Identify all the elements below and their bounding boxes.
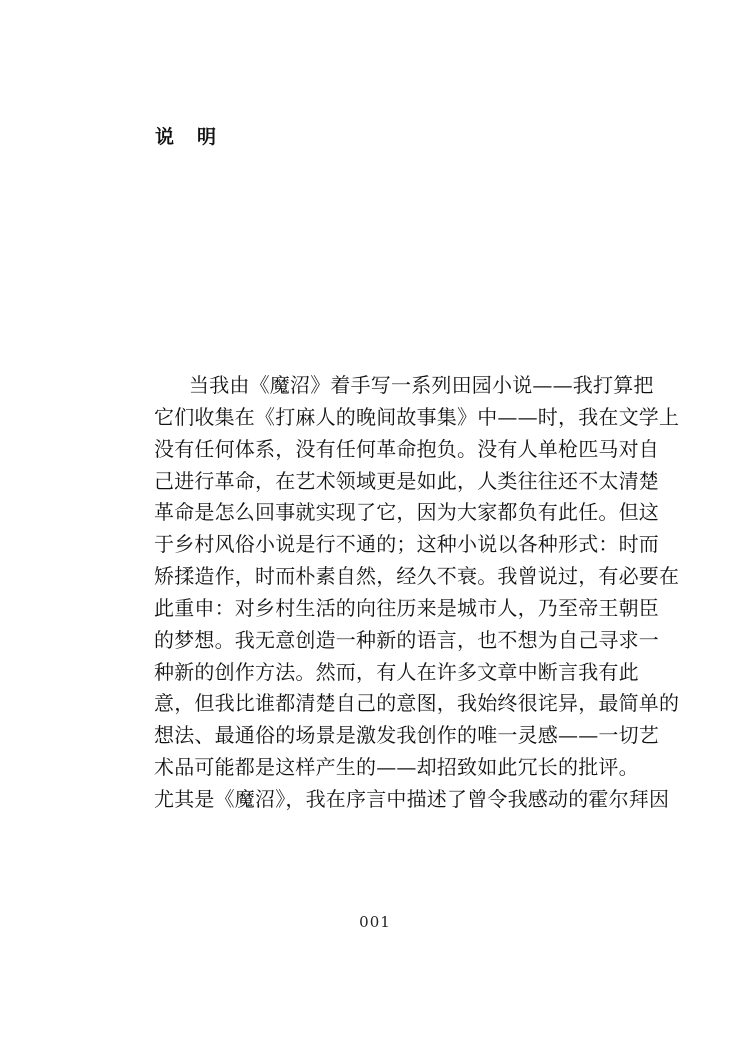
- paragraph-line: 尤其是《魔沼》，我在序言中描述了曾令我感动的霍尔拜因: [154, 786, 670, 811]
- page-number: 001: [359, 913, 391, 931]
- paragraph-line: 没有任何体系，没有任何革命抱负。没有人单枪匹马对自: [154, 436, 659, 461]
- paragraph-line: 矫揉造作，时而朴素自然，经久不衰。我曾说过，有必要在: [154, 564, 680, 589]
- paragraph-line: 革命是怎么回事就实现了它，因为大家都负有此任。但这: [154, 500, 659, 525]
- paragraph-line: 术品可能都是这样产生的——却招致如此冗长的批评。: [154, 755, 639, 780]
- body-paragraph: [154, 370, 680, 816]
- paragraph-line: 种新的创作方法。然而，有人在许多文章中断言我有此: [154, 659, 639, 684]
- paragraph-line: 的梦想。我无意创造一种新的语言，也不想为自己寻求一: [154, 627, 659, 652]
- paragraph-line: 意，但我比谁都清楚自己的意图，我始终很诧异，最简单的: [154, 691, 680, 716]
- page-title-char-1: 说: [155, 126, 175, 148]
- paragraph-line: 己进行革命，在艺术领域更是如此，人类往往还不太清楚: [154, 468, 659, 493]
- paragraph-line: 于乡村风俗小说是行不通的；这种小说以各种形式：时而: [154, 532, 659, 557]
- page-title: [155, 124, 216, 150]
- paragraph-line: 当我由《魔沼》着手写一系列田园小说——我打算把: [189, 373, 654, 397]
- paragraph-line: 它们收集在《打麻人的晚间故事集》中——时，我在文学上: [154, 404, 680, 429]
- paragraph-line: 此重申：对乡村生活的向往历来是城市人，乃至帝王朝臣: [154, 595, 659, 620]
- paragraph-line: 想法、最通俗的场景是激发我创作的唯一灵感——一切艺: [154, 723, 659, 748]
- page-title-char-2: 明: [197, 126, 217, 148]
